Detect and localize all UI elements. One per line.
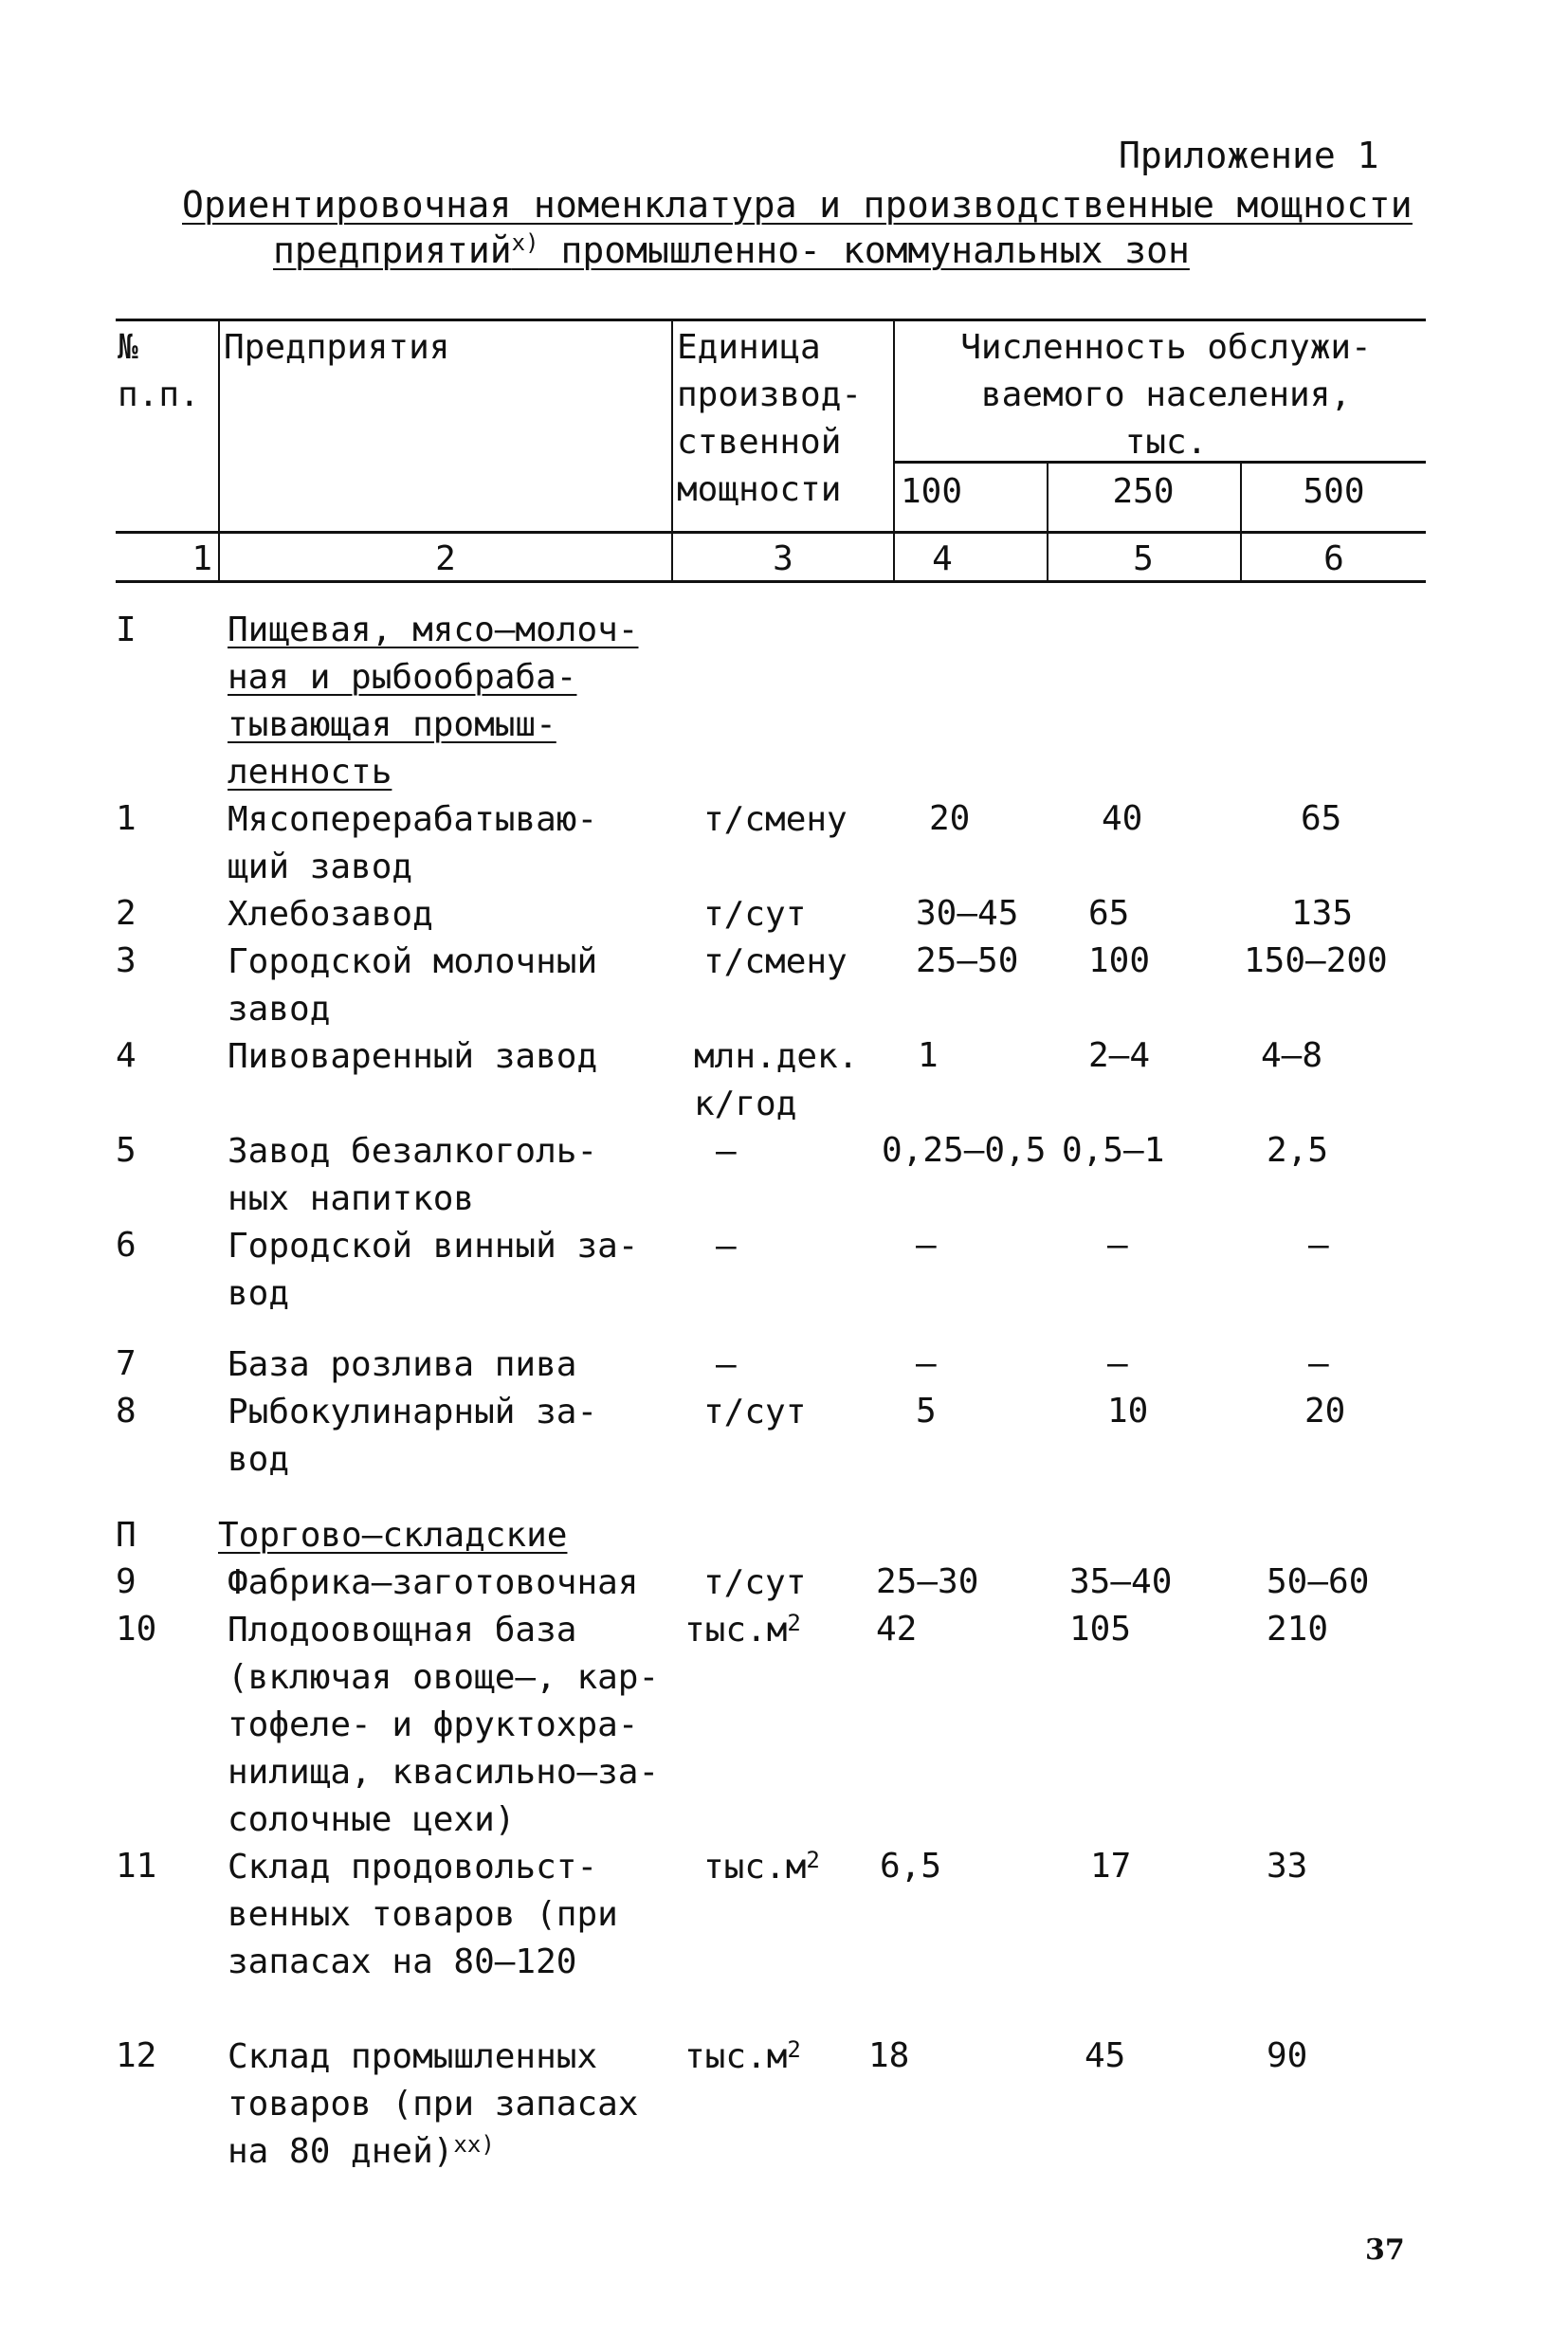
row-value-500: 2,5: [1267, 1131, 1329, 1170]
row-unit-text: тыс.м: [703, 1848, 807, 1887]
row-enterprise: Городской винный за- вод: [228, 1227, 639, 1313]
appendix-label: Приложение 1: [1119, 135, 1379, 176]
row-value-250: 105: [1069, 1610, 1132, 1649]
row-value-250: –: [1107, 1226, 1128, 1265]
col-number-1: 1: [191, 539, 212, 578]
header-bottom-rule: [116, 531, 1426, 534]
row-enterprise: Рыбокулинарный за- вод: [228, 1393, 598, 1479]
row-number: 3: [116, 941, 137, 980]
row-number: 6: [116, 1226, 137, 1265]
row-value-100: 0,25–0,5: [882, 1131, 1047, 1170]
row-enterprise: Склад продовольст- венных товаров (при запасах на 80–120: [228, 1848, 618, 1981]
row-value-100: –: [916, 1226, 937, 1265]
row-value-500: 65: [1301, 799, 1342, 838]
row-value-100: 6,5: [880, 1847, 942, 1886]
page-number: 37: [1365, 2233, 1405, 2267]
row-number: 11: [116, 1847, 157, 1886]
row-enterprise: Городской молочный завод: [228, 942, 598, 1029]
col-number-3: 3: [773, 539, 793, 578]
row-enterprise: Завод безалкоголь- ных напитков: [228, 1132, 598, 1218]
row-value-100: 42: [876, 1610, 918, 1649]
row-value-500: 50–60: [1267, 1562, 1370, 1601]
row-value-100: 18: [868, 2036, 910, 2075]
header-col-500: 500: [1303, 472, 1365, 511]
row-enterprise: Хлебозавод: [228, 895, 433, 934]
row-value-250: 40: [1102, 799, 1143, 838]
header-col-250: 250: [1112, 472, 1175, 511]
row-enterprise: Фабрика–заготовочная: [228, 1563, 639, 1602]
header-col-100: 100: [901, 472, 963, 511]
header-col-number: № п.п.: [118, 328, 200, 414]
row-unit: т/сут: [703, 1393, 807, 1431]
row-value-100: 1: [918, 1036, 939, 1075]
row-value-500: –: [1308, 1344, 1329, 1383]
row-value-100: –: [916, 1344, 937, 1383]
row-unit: т/смену: [703, 800, 848, 839]
row-unit: [684, 2033, 874, 2081]
row-unit: [703, 1844, 893, 1891]
row-value-500: –: [1308, 1226, 1329, 1265]
row-number: 12: [116, 2036, 157, 2075]
row-unit: –: [716, 1227, 737, 1266]
row-number: 1: [116, 799, 137, 838]
row-unit: [684, 1607, 874, 1654]
row-number: 10: [116, 1610, 157, 1649]
footnote-mark: хх): [453, 2131, 495, 2158]
row-unit-text: тыс.м: [684, 2037, 788, 2076]
table-row: [0, 1389, 1568, 1479]
row-enterprise-text: Склад промышленных товаров (при запасах на 80 дней): [228, 2037, 639, 2171]
row-number: 9: [116, 1562, 137, 1601]
col-number-4: 4: [932, 539, 953, 578]
table-row: [0, 1607, 1568, 1839]
row-unit: т/сут: [703, 895, 807, 934]
row-number: 4: [116, 1036, 137, 1075]
row-unit: млн.дек. к/год: [694, 1037, 859, 1123]
row-number: 7: [116, 1344, 137, 1383]
row-unit-text: тыс.м: [684, 1611, 788, 1650]
row-value-500: 20: [1304, 1392, 1346, 1431]
row-value-100: 20: [929, 799, 971, 838]
header-col-enterprise: Предприятия: [224, 328, 450, 367]
row-number: 5: [116, 1131, 137, 1170]
row-value-500: 33: [1267, 1847, 1308, 1886]
row-value-250: 45: [1085, 2036, 1126, 2075]
table-row: [0, 1223, 1568, 1313]
table-row: [0, 939, 1568, 1029]
section-2-id: П: [116, 1516, 137, 1555]
row-unit-exponent: 2: [806, 1847, 820, 1873]
row-value-250: 10: [1107, 1392, 1149, 1431]
row-value-250: 35–40: [1069, 1562, 1173, 1601]
col-number-6: 6: [1323, 539, 1344, 578]
table-row: [0, 796, 1568, 886]
row-value-100: 25–30: [876, 1562, 979, 1601]
header-col-unit: Единица производ- ственной мощности: [677, 328, 863, 509]
row-value-500: 4–8: [1261, 1036, 1323, 1075]
row-unit: т/сут: [703, 1563, 807, 1602]
row-unit: –: [716, 1345, 737, 1384]
section-1-id: I: [116, 611, 137, 649]
table-row: [0, 1844, 1568, 1981]
row-value-500: 135: [1291, 894, 1354, 933]
row-enterprise: Плодоовощная база (включая овоще–, кар- тофеле- и фруктохра- нилища, квасильно–за- солочные цехи): [228, 1611, 660, 1839]
col-number-2: 2: [435, 539, 456, 578]
section-1-title: Пищевая, мясо–молоч- ная и рыбообраба- тывающая промыш- ленность: [228, 611, 639, 792]
title-line-2-prefix: предприятий: [273, 229, 512, 271]
row-value-250: 2–4: [1088, 1036, 1151, 1075]
row-unit: т/смену: [703, 942, 848, 981]
header-col-population: Численность обслужи- ваемого населения, тыс.: [960, 328, 1372, 462]
row-unit-exponent: 2: [787, 2036, 801, 2063]
table-row: [0, 2033, 1568, 2171]
row-value-250: 100: [1088, 941, 1151, 980]
row-unit: –: [716, 1132, 737, 1171]
row-value-250: 0,5–1: [1062, 1131, 1165, 1170]
row-unit-exponent: 2: [787, 1610, 801, 1636]
row-enterprise: Пивоваренный завод: [228, 1037, 598, 1076]
row-value-100: 25–50: [916, 941, 1019, 980]
row-value-500: 210: [1267, 1610, 1329, 1649]
row-value-100: 30–45: [916, 894, 1019, 933]
row-value-250: –: [1107, 1344, 1128, 1383]
row-number: 2: [116, 894, 137, 933]
title-line-2-suffix: промышленно- коммунальных зон: [538, 229, 1190, 271]
row-value-250: 65: [1088, 894, 1130, 933]
title-line-1: Ориентировочная номенклатура и производственные мощности: [182, 184, 1413, 226]
row-enterprise: [228, 2033, 673, 2176]
section-2-title: Торгово–складские: [218, 1516, 568, 1555]
row-enterprise: Мясоперерабатываю- щий завод: [228, 800, 598, 886]
table-row: [0, 1033, 1568, 1123]
row-value-250: 17: [1090, 1847, 1132, 1886]
row-value-100: 5: [916, 1392, 937, 1431]
table-row: [0, 1128, 1568, 1218]
row-number: 8: [116, 1392, 137, 1431]
row-enterprise: База розлива пива: [228, 1345, 577, 1384]
row-value-500: 150–200: [1244, 941, 1388, 980]
title-footnote-mark: х): [511, 229, 539, 256]
title-line-2: [273, 228, 1190, 273]
row-value-500: 90: [1267, 2036, 1308, 2075]
col-number-5: 5: [1133, 539, 1154, 578]
header-top-rule: [116, 319, 1426, 321]
